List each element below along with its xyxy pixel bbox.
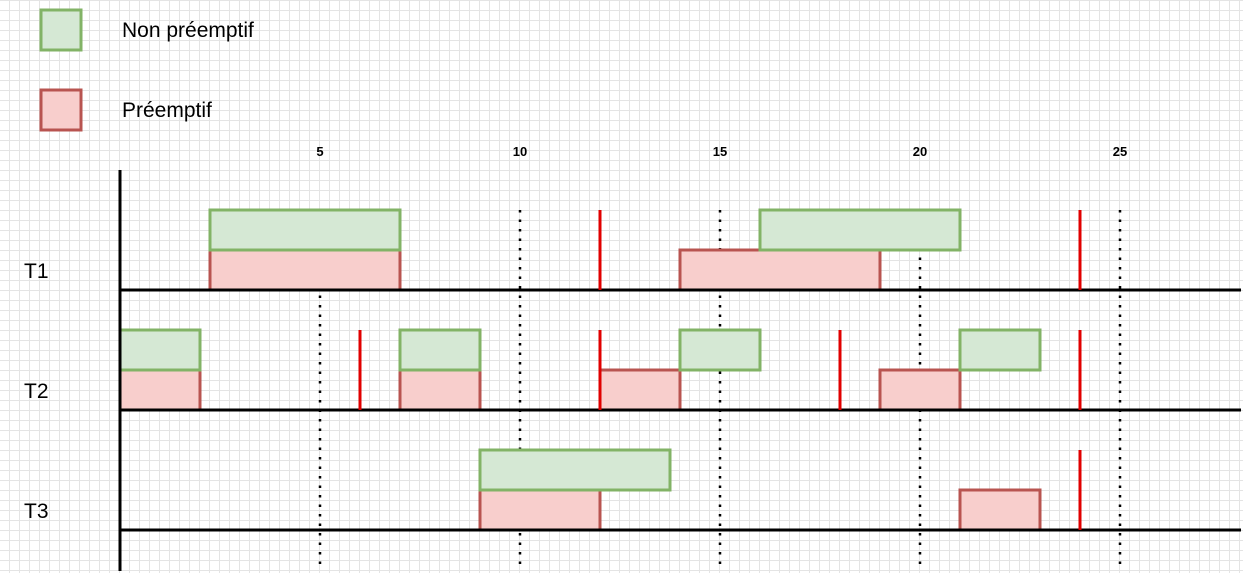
- bar-t2-preemptive-3: [600, 370, 680, 410]
- bar-t1-non-preemptive-2: [760, 210, 960, 250]
- bar-t2-preemptive-2: [400, 370, 480, 410]
- bar-t2-non-preemptive-1: [120, 330, 200, 370]
- legend: [41, 10, 254, 130]
- tick-label-15: 15: [712, 144, 728, 159]
- task-label-t1: T1: [24, 260, 49, 283]
- legend-preemptive-swatch: [41, 90, 81, 130]
- bar-t2-preemptive-4: [880, 370, 960, 410]
- tick-label-20: 20: [912, 144, 928, 159]
- bar-t2-non-preemptive-3: [680, 330, 760, 370]
- bar-t1-preemptive-2: [680, 250, 880, 290]
- task-label-t3: T3: [24, 500, 49, 523]
- legend-non-preemptive-label: Non préemptif: [122, 19, 254, 42]
- schedule-bars: [120, 210, 1040, 530]
- tick-label-10: 10: [512, 144, 528, 159]
- legend-preemptive-label: Préemptif: [122, 99, 212, 122]
- bar-t1-preemptive-1: [210, 250, 400, 290]
- legend-non-preemptive-swatch: [41, 10, 81, 50]
- bar-t1-non-preemptive-1: [210, 210, 400, 250]
- task-label-t2: T2: [24, 380, 49, 403]
- bar-t3-non-preemptive-1: [480, 450, 670, 490]
- bar-t2-non-preemptive-4: [960, 330, 1040, 370]
- tick-label-5: 5: [316, 144, 324, 159]
- bar-t3-preemptive-1: [480, 490, 600, 530]
- task-labels: [24, 260, 49, 523]
- bar-t2-preemptive-1: [120, 370, 200, 410]
- bar-t3-preemptive-2: [960, 490, 1040, 530]
- tick-label-25: 25: [1112, 144, 1128, 159]
- bar-t2-non-preemptive-2: [400, 330, 480, 370]
